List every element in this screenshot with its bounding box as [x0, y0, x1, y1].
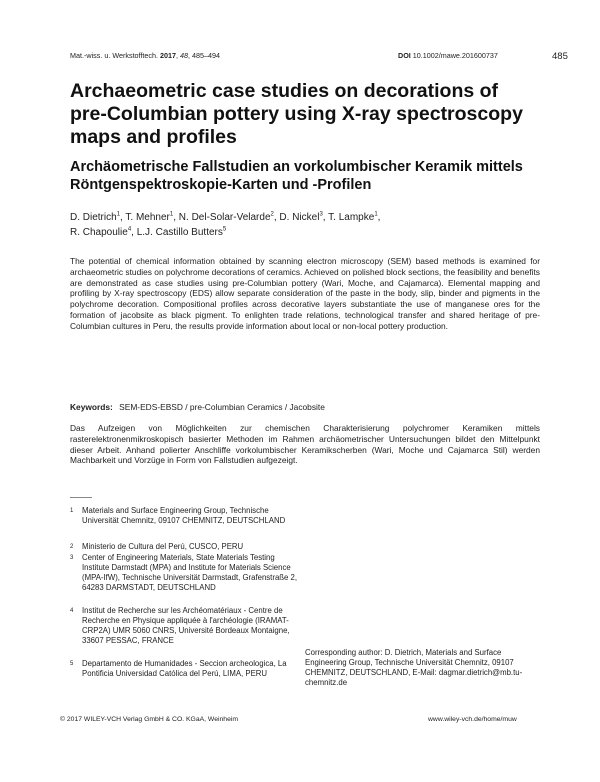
paper-title: Archaeometric case studies on decorations of pre-Columbian pottery using X-ray spectroscopy maps and profiles — [70, 80, 523, 148]
affiliation-3 — [70, 553, 300, 593]
author-separator: , — [120, 212, 126, 223]
author-affiliation-marker: 1 — [116, 211, 121, 218]
doi-label: DOI — [398, 51, 411, 60]
author-name: D. Dietrich — [70, 212, 117, 223]
author-affiliation-marker: 1 — [374, 211, 378, 218]
author-affiliation-marker: 4 — [127, 226, 132, 233]
affiliation-number: 5 — [70, 661, 74, 667]
affiliation-text: Center of Engineering Materials, State Materials Testing Institute Darmstadt (MPA) and Institute for Materials Science (MPA-IfW), Technische Universität Darmstadt, Grafenstraße 2, 64283 DARMSTADT, DEUTSCHLAND — [82, 553, 298, 592]
journal-year: 2017 — [160, 51, 177, 60]
journal-citation: Mat.-wiss. u. Werkstofftech. 2017, 48, 485–494 — [70, 51, 220, 60]
abstract-german: Das Aufzeigen von Möglichkeiten zur chemischen Charakterisierung polychromer Keramiken mittels rasterelektronenmikroskopisch basierter Methoden im Rahmen archäometrischer Untersuchungen bildet den Mittelpunkt dieser Arbeit. Anhand polierter Anschliffe vorkolumbischer Keramikscherben (Wari, Moche und Cajamarca Stil) werden Machbarkeit und Vorzüge in Form von Fallstudien aufgezeigt. — [70, 423, 540, 466]
author-name: D. Nickel — [279, 212, 320, 223]
journal-pages: 485–494 — [192, 51, 220, 60]
corresponding-author: Corresponding author: D. Dietrich, Materials and Surface Engineering Group, Technische Universität Chemnitz, 09107 CHEMNITZ, DEUTSCHLAND, E-Mail: dagmar.dietrich@mb.tu-chemnitz.de — [305, 648, 523, 687]
author-affiliation-marker: 5 — [222, 226, 227, 233]
journal-volume: 48 — [180, 51, 189, 60]
author-separator: , — [377, 212, 381, 223]
affiliation-5 — [70, 659, 300, 679]
affiliation-2 — [70, 542, 300, 552]
abstract-english: The potential of chemical information obtained by scanning electron microscopy (SEM) based methods is examined for archaeometric studies on polychrome decorations of ceramics. Achieved on polished block sections, the feasibility and benefits are demonstrated as case studies using pre-Columbian pottery (Wari, Moche, and Cajamarca). Elemental mapping and profiling by X-ray spectroscopy (EDS) allow separate consideration of the paste in the body, slip, binder and pigments in the polychrome decoration. Compositional profiles across decorative layers substantiate the use of manganese ores for the formation of jacobsite as black pigment. To enlighten trade relations, technological transfer and shared heritage of pre-Columbian cultures in Peru, the results provide information about local or non-local pottery production. — [70, 256, 540, 331]
paper-subtitle-german: Archäometrische Fallstudien an vorkolumbischer Keramik mittels Röntgenspektroskopie-Karten und -Profilen — [70, 159, 523, 193]
doi-value[interactable]: 10.1002/mawe.201600737 — [412, 51, 498, 60]
author-affiliation-marker: 3 — [319, 211, 323, 218]
affiliation-text: Departamento de Humanidades - Seccion archeologica, La Pontificia Universidad Católica del Perú, LIMA, PERU — [82, 659, 287, 678]
keywords — [70, 402, 325, 412]
keywords-label: Keywords: — [70, 402, 113, 412]
journal-name: Mat.-wiss. u. Werkstofftech. — [70, 51, 159, 60]
author-separator: , — [131, 227, 137, 238]
author-name: R. Chapoulie — [70, 227, 128, 238]
author-separator: , — [273, 212, 280, 223]
author-name: T. Mehner — [125, 212, 170, 223]
author-affiliation-marker: 2 — [270, 211, 274, 218]
affiliation-text: Ministerio de Cultura del Perú, CUSCO, PERU — [82, 542, 244, 551]
affiliation-text: Materials and Surface Engineering Group, Technische Universität Chemnitz, 09107 CHEMNITZ, DEUTSCHLAND — [82, 506, 286, 525]
affiliation-number: 4 — [70, 608, 74, 614]
author-separator: , — [173, 212, 179, 223]
author-separator: , — [322, 212, 329, 223]
copyright-notice: © 2017 WILEY-VCH Verlag GmbH & CO. KGaA, Weinheim — [60, 716, 239, 723]
affiliation-number: 3 — [70, 555, 74, 561]
affiliation-number: 1 — [70, 508, 74, 514]
author-name: L.J. Castillo Butters — [136, 227, 223, 238]
keywords-list: SEM-EDS-EBSD / pre-Columbian Ceramics / Jacobsite — [119, 402, 325, 412]
author-name: T. Lampke — [328, 212, 375, 223]
author-affiliation-marker: 1 — [169, 211, 174, 218]
affiliation-1 — [70, 506, 300, 526]
doi — [398, 51, 498, 60]
author-list — [70, 210, 540, 240]
affiliation-text: Institut de Recherche sur les Archéomatériaux - Centre de Recherche en Physique appliquée à l'archéologie (IRAMAT-CRP2A) UMR 5060 CNRS, Université Bordeaux Montaigne, 33607 PESSAC, FRANCE — [82, 606, 290, 645]
affiliation-4 — [70, 606, 300, 646]
affiliation-number: 2 — [70, 544, 74, 550]
footnote-divider — [70, 497, 92, 498]
publisher-url[interactable]: www.wiley-vch.de/home/muw — [428, 716, 517, 723]
page-number: 485 — [552, 51, 568, 62]
author-name: N. Del-Solar-Velarde — [178, 212, 271, 223]
